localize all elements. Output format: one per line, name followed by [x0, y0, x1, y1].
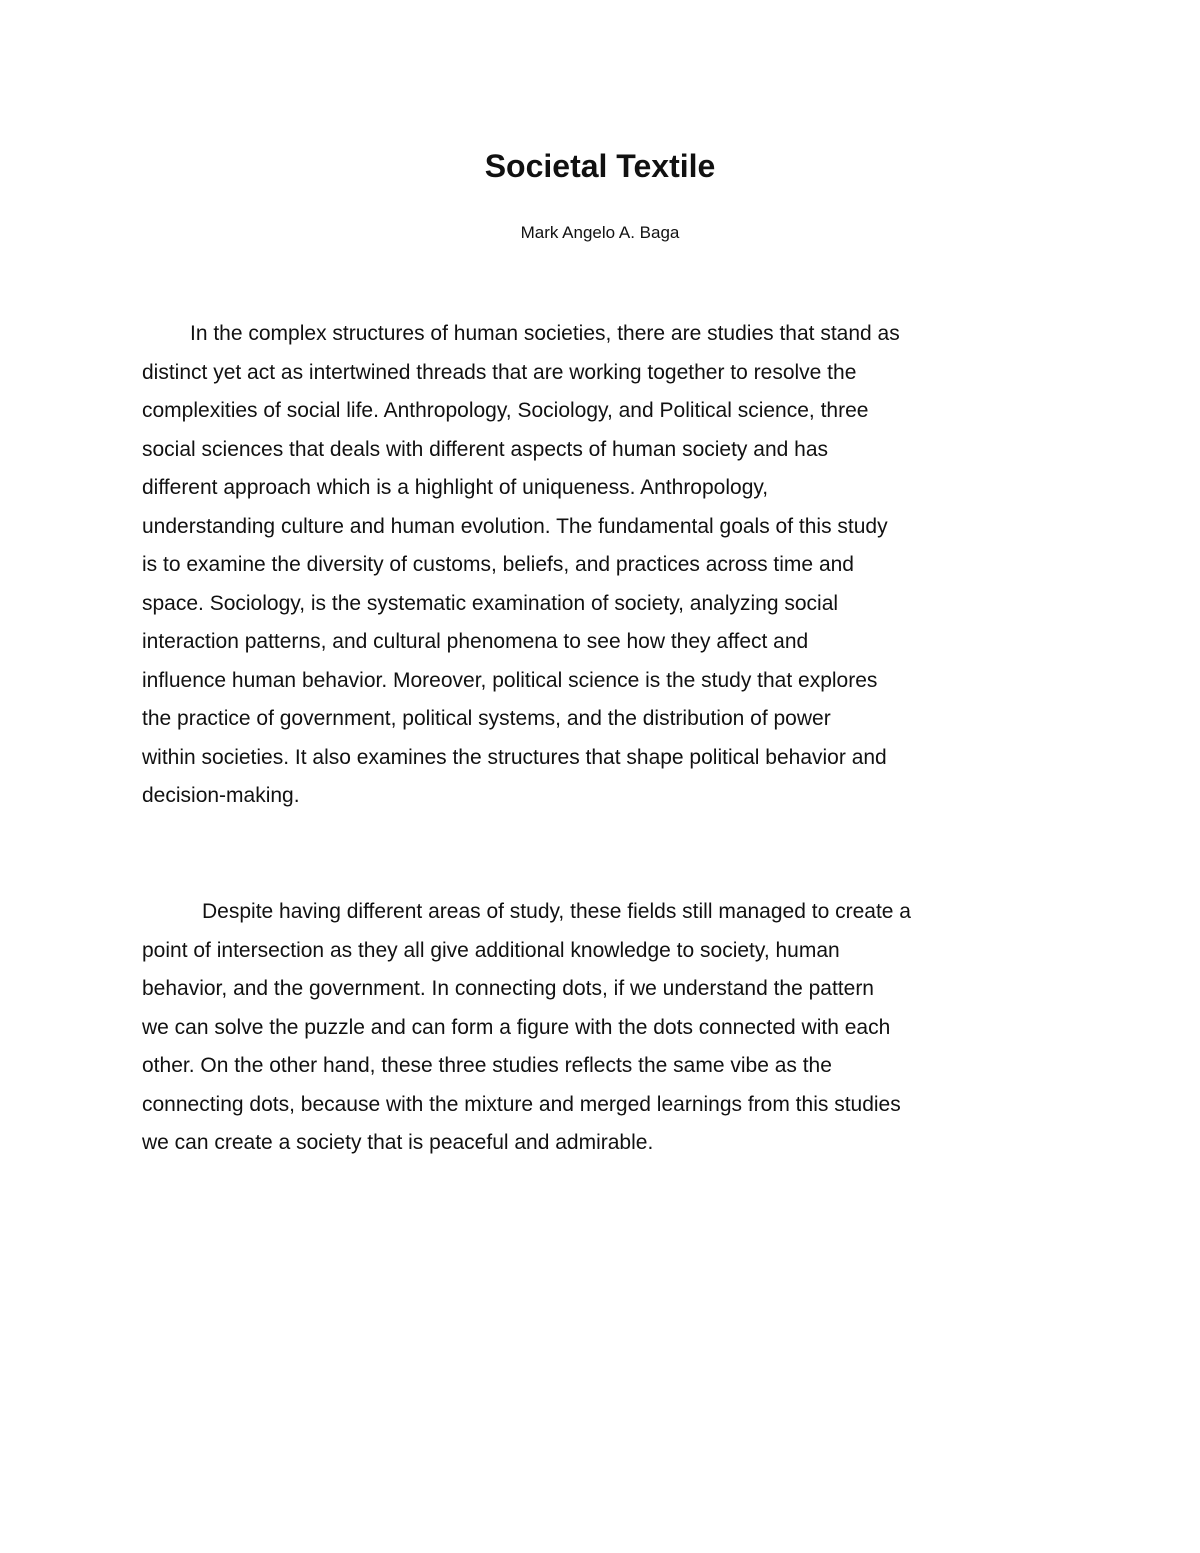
document-title: Societal Textile [484, 148, 716, 184]
paragraph-line: influence human behavior. Moreover, political science is the study that explores [142, 668, 878, 692]
paragraph-line: social sciences that deals with different aspects of human society and has [142, 437, 828, 461]
paragraph-line: is to examine the diversity of customs, beliefs, and practices across time and [142, 553, 854, 576]
paragraph-line: decision-making. [142, 784, 300, 807]
paragraph-line: Despite having different areas of study, these fields still managed to create a [202, 900, 911, 923]
paragraph-line: distinct yet act as intertwined threads that are working together to resolve the [142, 360, 857, 384]
paragraph-line: interaction patterns, and cultural phenomena to see how they affect and [142, 630, 809, 653]
document-author: Mark Angelo A. Baga [520, 223, 680, 242]
paragraph-line: different approach which is a highlight of uniqueness. Anthropology, [142, 476, 769, 499]
paragraph-2 [142, 893, 1068, 1163]
paragraph-line: we can solve the puzzle and can form a figure with the dots connected with each [142, 1015, 891, 1039]
paragraph-line: space. Sociology, is the systematic examination of society, analyzing social [142, 591, 839, 615]
paragraph-line: complexities of social life. Anthropology, Sociology, and Political science, three [142, 399, 869, 422]
paragraph-line: point of intersection as they all give additional knowledge to society, human [142, 938, 840, 962]
paragraph-line: we can create a society that is peaceful and admirable. [142, 1131, 654, 1154]
paragraph-line: understanding culture and human evolution. The fundamental goals of this study [142, 514, 888, 538]
paragraph-line: within societies. It also examines the structures that shape political behavior and [142, 745, 887, 769]
paragraph-line: behavior, and the government. In connecting dots, if we understand the pattern [142, 977, 874, 1000]
paragraph-line: the practice of government, political systems, and the distribution of power [142, 707, 831, 730]
paragraph-line: other. On the other hand, these three studies reflects the same vibe as the [142, 1054, 832, 1077]
paragraph-1 [142, 315, 1068, 816]
paragraph-line: In the complex structures of human societies, there are studies that stand as [190, 322, 900, 345]
paragraph-line: connecting dots, because with the mixture and merged learnings from this studies [142, 1092, 901, 1116]
